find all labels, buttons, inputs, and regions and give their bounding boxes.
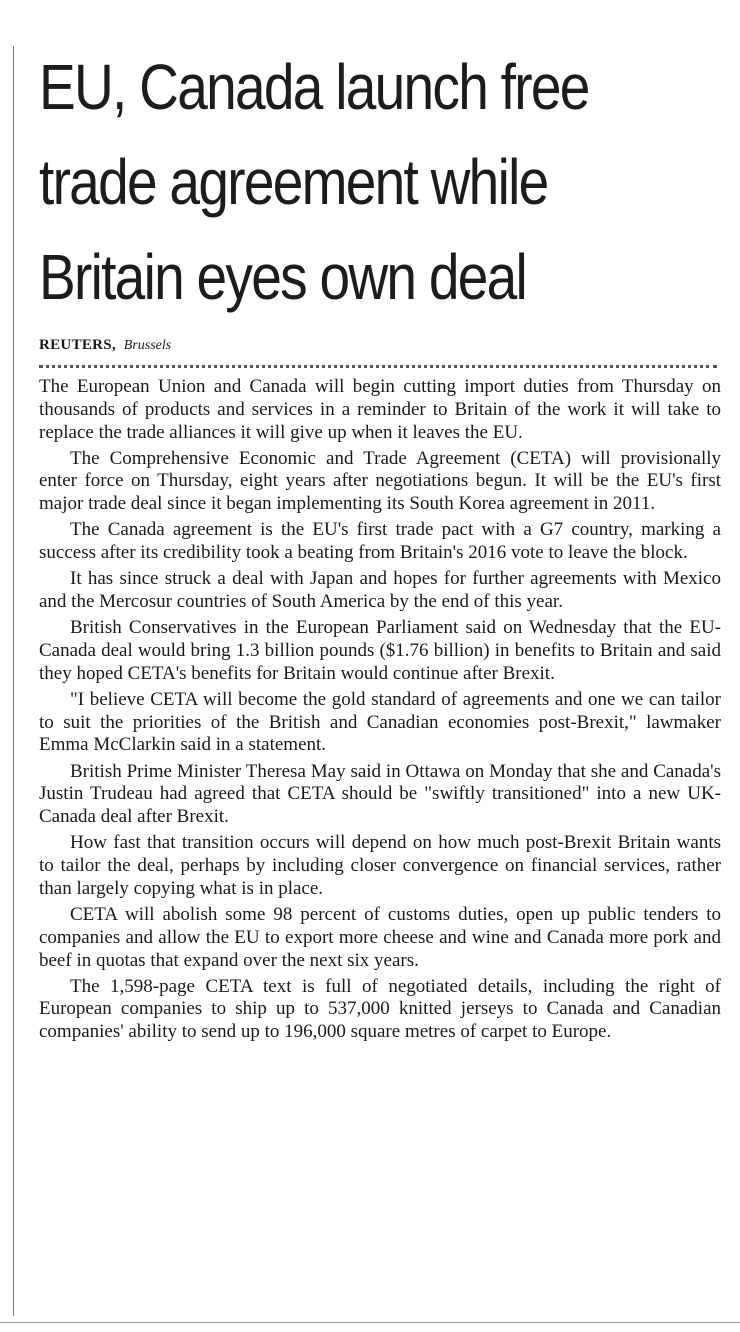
body-paragraph: How fast that transition occurs will depend on how much post-Brexit Britain wants to tailor the deal, perhaps by including closer convergence on financial services, rather than largely copying what is in place. xyxy=(39,832,721,899)
headline-line: Britain eyes own deal xyxy=(39,241,527,313)
headline-line: trade agreement while xyxy=(39,146,548,218)
body-paragraph: The 1,598-page CETA text is full of negotiated details, including the right of European companies to ship up to 537,000 knitted jerseys to Canada and Canadian companies' ability to send up to 196,000 square metres of carpet to Europe. xyxy=(39,975,721,1043)
body-paragraph: The Comprehensive Economic and Trade Agreement (CETA) will provisionally enter force on Thursday, eight years after negotiations begun. It will be the EU's first major trade deal since it began implementing its South Korea agreement in 2011. xyxy=(39,447,721,515)
byline-agency: REUTERS, xyxy=(39,337,117,353)
news-article xyxy=(39,40,721,1047)
dotted-separator xyxy=(39,365,717,368)
body-paragraph: British Conservatives in the European Parliament said on Wednesday that the EU-Canada deal would bring 1.3 billion pounds ($1.76 billion) in benefits to Britain and said they hoped CETA's benefits for Britain would continue after Brexit. xyxy=(39,617,721,684)
headline xyxy=(39,40,718,325)
body-paragraph: It has since struck a deal with Japan and hopes for further agreements with Mexico and the Mercosur countries of South America by the end of this year. xyxy=(39,568,721,613)
column-rule-left xyxy=(13,46,14,1316)
body-paragraph: CETA will abolish some 98 percent of customs duties, open up public tenders to companies and allow the EU to export more cheese and wine and Canada more pork and beef in quotas that expand over the next six years. xyxy=(39,903,721,971)
headline-line: EU, Canada launch free xyxy=(39,51,589,123)
byline-dateline-city: Brussels xyxy=(123,338,172,353)
page-rule-bottom xyxy=(0,1322,740,1323)
body-paragraph: "I believe CETA will become the gold standard of agreements and one we can tailor to suit the priorities of the British and Canadian economies post-Brexit," lawmaker Emma McClarkin said in a statement. xyxy=(39,688,721,756)
body-paragraph: British Prime Minister Theresa May said in Ottawa on Monday that she and Canada's Justin Trudeau had agreed that CETA should be "swiftly transitioned" into a new UK-Canada deal after Brexit. xyxy=(39,760,721,828)
body-paragraph: The European Union and Canada will begin cutting import duties from Thursday on thousands of products and services in a reminder to Britain of the work it will take to replace the trade alliances it will give up when it leaves the EU. xyxy=(39,376,721,443)
body-paragraph: The Canada agreement is the EU's first trade pact with a G7 country, marking a success after its credibility took a beating from Britain's 2016 vote to leave the block. xyxy=(39,519,721,564)
byline xyxy=(39,335,721,357)
article-body xyxy=(39,376,721,1044)
